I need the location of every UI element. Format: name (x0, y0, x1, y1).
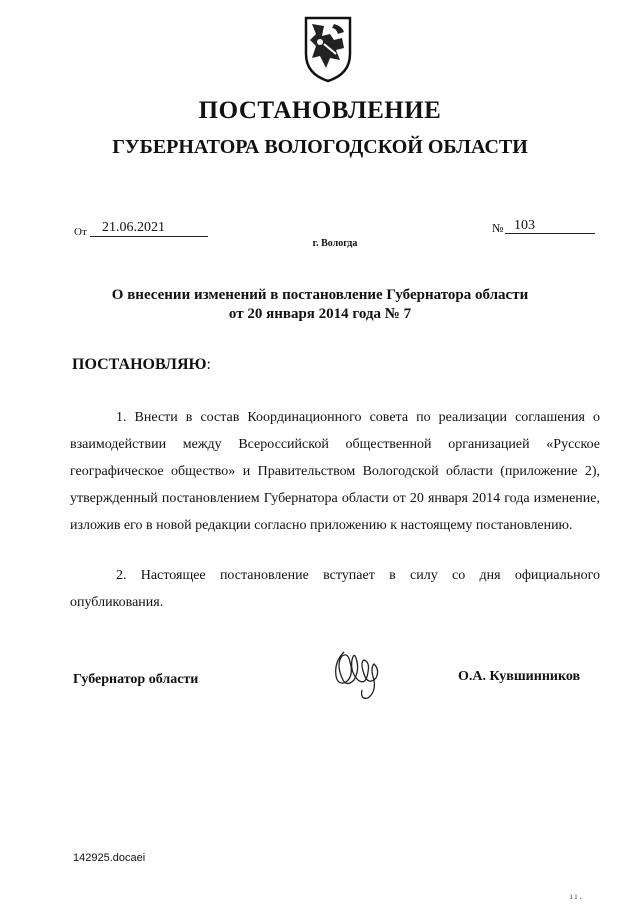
subject-line-2: от 20 января 2014 года № 7 (228, 306, 412, 322)
decree-item-text: 1. Внести в состав Координационного совета по реализации соглашения о взаимодействии между Всероссийской общественной организацией «Русское географическое общество» и Правительством Вологодской области (приложение 2), утвержденный постановлением Губернатора области от 20 января 2014 года изменение, изложив его в новой редакции согласно приложению к настоящему постановлению. (70, 410, 600, 533)
signatory-name: О.А. Кувшинников (458, 669, 581, 684)
coat-of-arms-icon (300, 14, 356, 84)
subject-line-1: О внесении изменений в постановление Губернатора области (111, 287, 529, 303)
document-date: 21.06.2021 (102, 220, 165, 235)
decree-word: ПОСТАНОВЛЯЮ (72, 356, 207, 373)
signatory-position: Губернатор области (73, 672, 199, 687)
document-file-id: 142925.docaei (73, 852, 146, 864)
number-prefix: № (492, 221, 504, 235)
decree-item-text: 2. Настоящее постановление вступает в силу со дня официального опубликования. (70, 568, 600, 610)
date-prefix: От (74, 226, 87, 238)
decree-item-2 (70, 562, 600, 616)
date-underline (90, 236, 208, 237)
document-title: ПОСТАНОВЛЕНИЕ (198, 97, 442, 124)
decree-heading (72, 356, 211, 374)
document-subject (100, 286, 540, 324)
document-subtitle: ГУБЕРНАТОРА ВОЛОГОДСКОЙ ОБЛАСТИ (112, 136, 528, 158)
decree-colon: : (206, 356, 211, 373)
document-number: 103 (514, 218, 535, 233)
city-label: г. Вологда (312, 238, 358, 249)
decree-item-1 (70, 404, 600, 539)
signature-icon (326, 642, 384, 704)
number-underline (505, 233, 595, 234)
page-mark: ı ı . (570, 891, 582, 901)
